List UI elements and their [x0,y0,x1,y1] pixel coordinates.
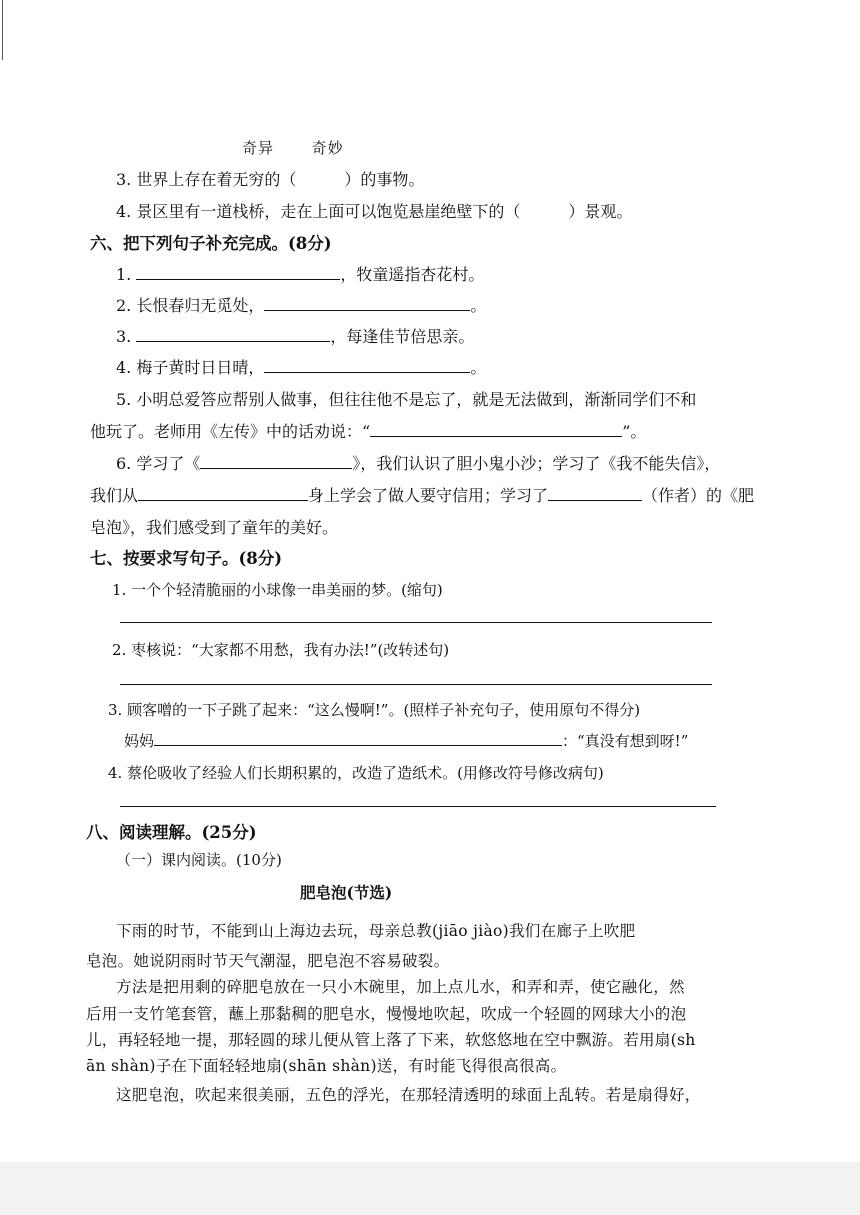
question-text: 4. 景区里有一道栈桥，走在上面可以饱览悬崖绝壁下的（ [116,202,521,221]
question-text-end: ：“真没有想到呀!” [562,732,689,750]
passage-title: 肥皂泡(节选) [300,883,393,902]
answer-blank[interactable] [264,296,470,311]
question-text: 》，我们认识了胆小鬼小沙；学习了《我不能失信》， [352,454,721,473]
question-text: （作者）的《肥 [642,486,755,505]
section-8-heading: 八、阅读理解。(25分) [86,823,257,842]
question-7-4: 4. 蔡伦吸收了经验人们长期积累的，改造了造纸术。(用修改符号修改病句) [108,764,604,782]
question-text: ，牧童遥指杏花村。 [340,265,485,284]
answer-blank[interactable] [370,422,622,437]
answer-blank[interactable] [136,327,330,342]
question-text: 2. 长恨春归无觅处， [116,296,265,315]
answer-line[interactable] [120,622,712,623]
question-6-5-line1: 5. 小明总爱答应帮别人做事，但往往他不是忘了，就是无法做到，渐渐同学们不和 [116,390,697,409]
question-text: 6. 学习了《 [116,454,201,473]
question-6-6-line3: 皂泡》，我们感受到了童年的美好。 [90,518,339,537]
question-text: 3. 世界上存在着无穷的（ [116,170,297,189]
passage-line: 儿，再轻轻地一提，那轻圆的球儿便从管上落了下来，软悠悠地在空中飘游。若用扇(sh [86,1031,696,1049]
word-choice-row [242,138,344,158]
answer-line[interactable] [120,806,716,807]
passage-line: ān shàn)子在下面轻轻地扇(shān shàn)送，有时能飞得很高很高。 [86,1057,567,1075]
section-6-heading: 六、把下列句子补充完成。(8分) [90,234,332,253]
answer-blank[interactable] [136,265,340,280]
answer-blank[interactable] [154,731,562,746]
passage-line: 后用一支竹笔套管，蘸上那黏稠的肥皂水，慢慢地吹起，吹成一个轻圆的网球大小的泡 [86,1005,687,1023]
scan-edge-line [2,0,3,60]
answer-blank[interactable] [138,486,308,501]
passage-line: 这肥皂泡，吹起来很美丽，五色的浮光，在那轻清透明的球面上乱转。若是扇得好， [116,1086,701,1104]
question-7-3: 3. 顾客噌的一下子跳了起来：“这么慢啊!”。(照样子补充句子，使用原句不得分) [108,701,641,719]
question-text-end: ）的事物。 [344,170,425,189]
question-6-3 [116,327,474,347]
question-text-end: ）景观。 [568,202,633,221]
question-7-2: 2. 枣核说：“大家都不用愁，我有办法!”(改转述句) [112,641,450,659]
question-6-5-line2 [90,422,646,442]
word-option-2: 奇妙 [311,139,344,157]
subsection-heading: （一）课内阅读。(10分) [116,851,282,869]
question-5-3 [116,170,424,190]
question-text: 我们从 [90,486,139,505]
answer-blank[interactable] [548,486,642,501]
question-text: 身上学会了做人要守信用；学习了 [308,486,549,505]
passage-line: 方法是把用剩的碎肥皂放在一只小木碗里，加上点儿水，和弄和弄，使它融化，然 [116,978,685,996]
answer-blank[interactable] [200,454,352,469]
question-text-end: 。 [470,296,487,315]
question-text: 妈妈 [124,732,155,750]
section-7-heading: 七、按要求写句子。(8分) [90,549,283,568]
question-5-4 [116,202,632,222]
question-number: 3. [116,327,132,346]
question-7-1: 1. 一个个轻清脆丽的小球像一串美丽的梦。(缩句) [112,581,443,599]
answer-line[interactable] [120,684,712,685]
scan-bottom-margin [0,1162,860,1215]
question-text: 他玩了。老师用《左传》中的话劝说：“ [90,422,371,441]
question-text-end: ”。 [622,422,647,441]
question-text: 4. 梅子黄时日日晴， [116,358,265,377]
question-6-6-line1 [116,454,720,474]
question-6-2 [116,296,486,316]
question-7-3-fill [124,731,688,751]
word-option-1: 奇异 [242,139,275,157]
answer-blank[interactable] [264,358,470,373]
question-number: 1. [116,265,132,284]
question-6-4 [116,358,486,378]
passage-line: 下雨的时节，不能到山上海边去玩，母亲总教(jiāo jiào)我们在廊子上吹肥 [116,922,636,940]
question-text: ，每逢佳节倍思亲。 [330,327,475,346]
question-6-6-line2 [90,486,754,506]
question-text-end: 。 [470,358,487,377]
question-6-1 [116,265,484,285]
passage-line: 皂泡。她说阴雨时节天气潮湿，肥皂泡不容易破裂。 [86,952,450,970]
